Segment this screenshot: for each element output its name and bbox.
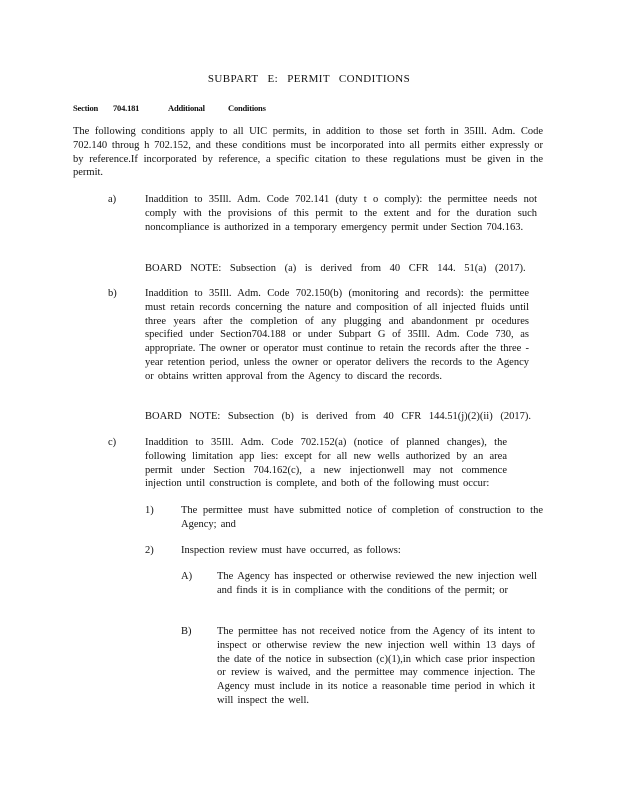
item-c2A-text: The Agency has inspected or otherwise reviewed the new injection well and finds it is in compliance with the conditions of the permit; or bbox=[217, 571, 537, 596]
page-title: SUBPART E: PERMIT CONDITIONS bbox=[207, 73, 411, 85]
section-number: 704.181 bbox=[113, 103, 140, 113]
item-c1-text: The permittee must have submitted notice of completion of construction to the Agency; and bbox=[181, 505, 543, 530]
item-b-text: Inaddition to 35Ill. Adm. Code 702.150(b) (monitoring and records): the permittee must retain records concerning the nature and composition of all injected fluids until three years after the completion of any plugging and abandonment pr ocedures specified under Section704.188 or under Subpart G of 35Ill. Adm. Code 730, as appropriate. The owner or operator must continue to retain the records after the three -year retention period, unless the owner or operator delivers the records to the Agency or obtains written approval from the Agency to discard the records. bbox=[145, 288, 529, 382]
item-c-marker: c) bbox=[108, 437, 117, 448]
item-c1-marker: 1) bbox=[145, 505, 154, 516]
item-a-marker: a) bbox=[108, 194, 117, 205]
section-title-word-1: Additional bbox=[168, 103, 205, 113]
section-title-word-2: Conditions bbox=[228, 103, 266, 113]
item-c2A-marker: A) bbox=[181, 571, 193, 582]
intro-paragraph: The following conditions apply to all UIC permits, in addition to those set forth in 35Ill. Adm. Code 702.140 throug h 702.152, and these conditions must be incorporated into all permits either expressly or by reference.If incorporated by reference, a specific citation to these regulations must be given in the permit. bbox=[73, 126, 543, 179]
item-c-text: Inaddition to 35Ill. Adm. Code 702.152(a) (notice of planned changes), the following limitation app lies: except for all new wells authorized by an area permit under Section 704.162(c), a new injectionwell may not commence injection until construction is complete, and both of the following must occur: bbox=[145, 437, 507, 490]
item-b-board-note: BOARD NOTE: Subsection (b) is derived from 40 CFR 144.51(j)(2)(ii) (2017). bbox=[145, 411, 531, 422]
item-b-marker: b) bbox=[108, 288, 117, 299]
item-c2B-marker: B) bbox=[181, 626, 192, 637]
item-a-text: Inaddition to 35Ill. Adm. Code 702.141 (duty t o comply): the permittee needs not comply with the provisions of this permit to the extent and for the duration such noncompliance is authorized in a temporary emergency permit under Section 704.163. bbox=[145, 194, 537, 233]
section-heading bbox=[73, 102, 266, 116]
item-c2B-text: The permittee has not received notice from the Agency of its intent to inspect or otherwise review the new injection well within 13 days of the date of the notice in subsection (c)(1),in which case prior inspection or review is waived, and the permittee may commence injection. The Agency must include in its notice a reasonable time period in which it will inspect the well. bbox=[217, 626, 535, 706]
item-c2-marker: 2) bbox=[145, 545, 154, 556]
item-a-board-note: BOARD NOTE: Subsection (a) is derived from 40 CFR 144. 51(a) (2017). bbox=[145, 263, 526, 274]
item-c2-text: Inspection review must have occurred, as follows: bbox=[181, 545, 401, 556]
section-label: Section bbox=[73, 103, 99, 113]
